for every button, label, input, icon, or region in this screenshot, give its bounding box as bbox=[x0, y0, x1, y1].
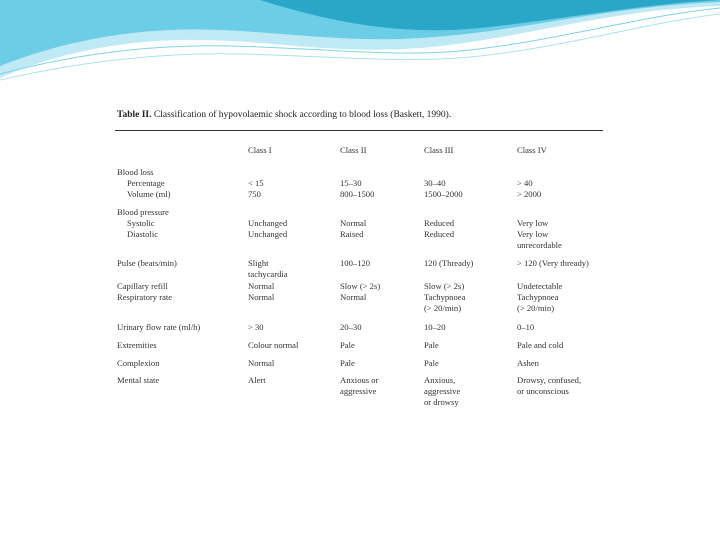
table-cell: 15–30 bbox=[340, 178, 362, 188]
table-cell: or unconscious bbox=[517, 386, 569, 396]
table-cell: Ashen bbox=[517, 358, 539, 368]
table-cell: (> 20/min) bbox=[424, 303, 462, 313]
row-label: Capillary refill bbox=[117, 281, 168, 291]
table-cell: Pale bbox=[424, 358, 439, 368]
table-cell: Anxious, bbox=[424, 375, 456, 385]
table-cell: Pale bbox=[340, 358, 355, 368]
table-cell: Normal bbox=[340, 218, 367, 228]
table-image bbox=[110, 104, 608, 426]
table-cell: Anxious or bbox=[340, 375, 379, 385]
table-caption-text: Classification of hypovolaemic shock according to blood loss (Baskett, 1990). bbox=[153, 110, 452, 120]
column-header: Class I bbox=[248, 145, 272, 155]
row-label: Complexion bbox=[117, 358, 160, 368]
table-cell: aggressive bbox=[340, 386, 377, 396]
table-cell: 750 bbox=[248, 189, 261, 199]
row-label: Blood pressure bbox=[117, 207, 169, 217]
table-cell: > 120 (Very thready) bbox=[517, 258, 589, 268]
caption-divider bbox=[115, 130, 603, 131]
table-cell: Very low bbox=[517, 229, 549, 239]
header-wave-decoration bbox=[0, 0, 720, 90]
table-cell: Very low bbox=[517, 218, 549, 228]
table-cell: Unchanged bbox=[248, 229, 288, 239]
table-cell: Raised bbox=[340, 229, 364, 239]
row-label: Extremities bbox=[117, 340, 157, 350]
table-cell: < 15 bbox=[248, 178, 264, 188]
table-cell: Tachypnoea bbox=[424, 292, 466, 302]
table-cell: Normal bbox=[248, 281, 275, 291]
table-cell: Normal bbox=[340, 292, 367, 302]
table-cell: Pale bbox=[424, 340, 439, 350]
column-header: Class II bbox=[340, 145, 367, 155]
table-cell: tachycardia bbox=[248, 269, 288, 279]
column-header: Class III bbox=[424, 145, 454, 155]
table-caption bbox=[117, 110, 451, 120]
table-cell: Normal bbox=[248, 358, 275, 368]
row-label: Urinary flow rate (ml/h) bbox=[117, 322, 201, 332]
row-label: Blood loss bbox=[117, 167, 154, 177]
row-label: Percentage bbox=[127, 178, 165, 188]
table-cell: 30–40 bbox=[424, 178, 446, 188]
table-caption-label: Table II. bbox=[117, 110, 152, 120]
table-cell: Undetectable bbox=[517, 281, 563, 291]
row-label: Volume (ml) bbox=[127, 189, 171, 199]
table-cell: Slow (> 2s) bbox=[340, 281, 381, 291]
table-cell: Reduced bbox=[424, 218, 455, 228]
row-label: Respiratory rate bbox=[117, 292, 173, 302]
table-cell: 0–10 bbox=[517, 322, 535, 332]
row-label: Diastolic bbox=[127, 229, 159, 239]
table-cell: (> 20/min) bbox=[517, 303, 555, 313]
table-cell: Normal bbox=[248, 292, 275, 302]
table-cell: > 40 bbox=[517, 178, 533, 188]
table-cell: 10–20 bbox=[424, 322, 446, 332]
table-cell: Pale bbox=[340, 340, 355, 350]
row-label: Mental state bbox=[117, 375, 160, 385]
table-cell: Unchanged bbox=[248, 218, 288, 228]
table-cell: Alert bbox=[248, 375, 266, 385]
table-cell: Pale and cold bbox=[517, 340, 564, 350]
table-cell: > 30 bbox=[248, 322, 264, 332]
table-cell: > 2000 bbox=[517, 189, 542, 199]
table-cell: Colour normal bbox=[248, 340, 299, 350]
table-cell: 20–30 bbox=[340, 322, 362, 332]
table-cell: 100–120 bbox=[340, 258, 371, 268]
table-cell: Drowsy, confused, bbox=[517, 375, 582, 385]
row-label: Systolic bbox=[127, 218, 155, 228]
table-cell: 800–1500 bbox=[340, 189, 375, 199]
table-cell: 1500–2000 bbox=[424, 189, 463, 199]
table-cell: or drowsy bbox=[424, 397, 459, 407]
table-cell: 120 (Thready) bbox=[424, 258, 474, 268]
row-label: Pulse (beats/min) bbox=[117, 258, 177, 268]
table-cell: Reduced bbox=[424, 229, 455, 239]
table-cell: Tachypnoea bbox=[517, 292, 559, 302]
table-cell: unrecordable bbox=[517, 240, 562, 250]
table-cell: Slow (> 2s) bbox=[424, 281, 465, 291]
table-cell: Slight bbox=[248, 258, 269, 268]
table-cell: aggressive bbox=[424, 386, 461, 396]
column-header: Class IV bbox=[517, 145, 547, 155]
